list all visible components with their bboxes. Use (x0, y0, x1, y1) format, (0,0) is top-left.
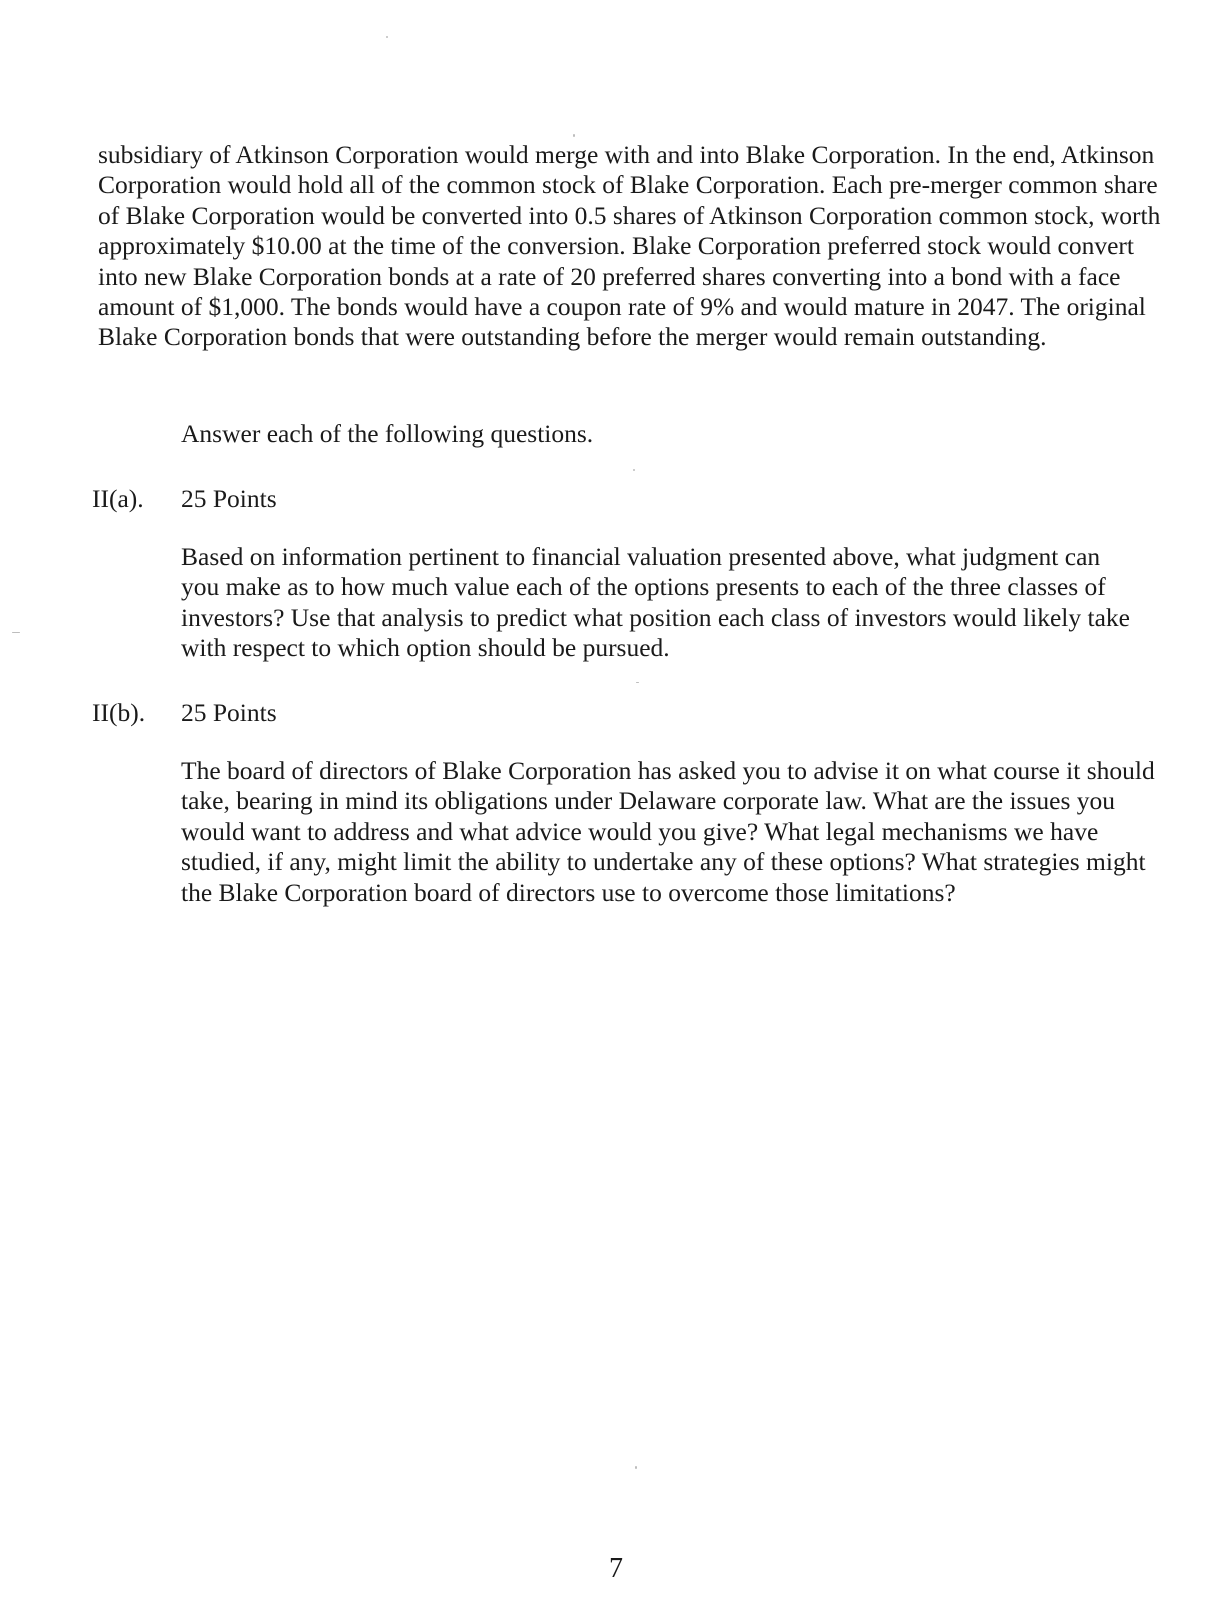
instruction-text: Answer each of the following questions. (181, 419, 594, 448)
scan-speck (12, 632, 20, 633)
question-b-points: 25 Points (181, 698, 277, 727)
intro-paragraph: subsidiary of Atkinson Corporation would merge with and into Blake Corporation. In the end, Atkinson Corporation would hold all of the common stock of Blake Corporation. Each pre-merger common share of Blake Corporation would be converted into 0.5 shares of Atkinson Corporation common stock, worth approximately $10.00 at the time of the conversion. Blake Corporation preferred stock would convert into new Blake Corporation bonds at a rate of 20 preferred shares converting into a bond with a face amount of $1,000. The bonds would have a coupon rate of 9% and would mature in 2047. The original Blake Corporation bonds that were outstanding before the merger would remain outstanding. (98, 140, 1161, 352)
question-b-label: II(b). (92, 698, 146, 727)
question-a-label: II(a). (92, 484, 144, 513)
question-a-points: 25 Points (181, 484, 277, 513)
scan-speck (636, 682, 639, 683)
scan-speck (573, 134, 575, 137)
question-a-text: Based on information pertinent to financial valuation presented above, what judgment can you make as to how much value each of the options presents to each of the three classes of investors? Use that analysis to predict what position each class of investors would likely take with respect to which option should be pursued. (181, 542, 1130, 663)
scan-speck (635, 1466, 637, 1469)
scan-speck (386, 36, 388, 38)
scan-speck (633, 469, 635, 471)
question-b-text: The board of directors of Blake Corporation has asked you to advise it on what course it should take, bearing in mind its obligations under Delaware corporate law. What are the issues you would want to address and what advice would you give? What legal mechanisms we have studied, if any, might limit the ability to undertake any of these options? What strategies might the Blake Corporation board of directors use to overcome those limitations? (181, 756, 1155, 907)
page-number: 7 (609, 1553, 623, 1584)
